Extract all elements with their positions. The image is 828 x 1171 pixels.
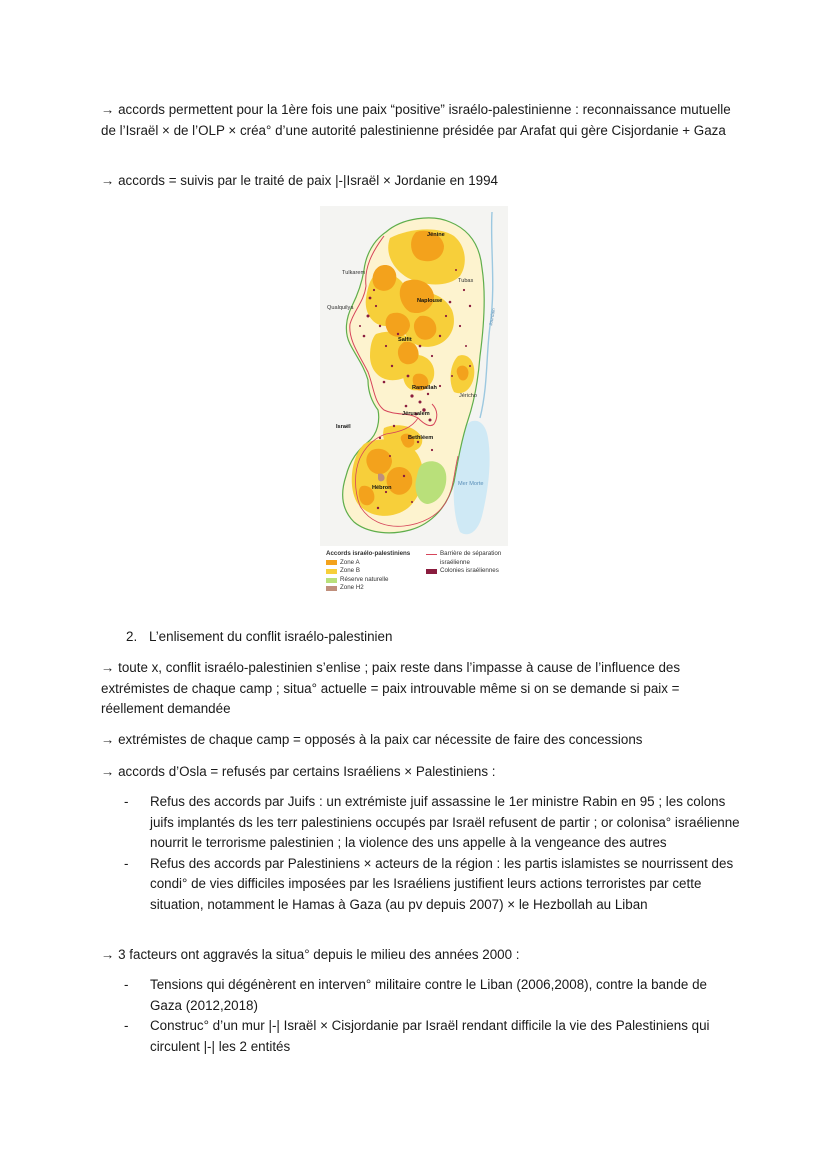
paragraph-oslo-recognition: → accords permettent pour la 1ère fois une paix “positive” israélo-palestinienne : reconnaissance mutuelle de l’Israël × de l’OLP × créa° d’une autorité palestinienne présidée par Arafat qui gère Cisjordanie + Gaza [101,102,731,138]
list-item-text: Tensions qui dégénèrent en interven° militaire contre le Liban (2006,2008), contre la bande de Gaza (2012,2018) [150,977,707,1013]
label-mer-morte: Mer Morte [458,481,484,487]
legend-line-barrier [426,554,437,555]
legend-colonies: Colonies israéliennes [440,567,499,575]
label-qualquilya: Qualquilya [327,305,354,311]
label-jourdain: Jourdain [488,307,497,327]
label-ramallah: Ramallah [412,385,437,391]
legend-zone-a: Zone A [340,558,360,566]
list-item [101,854,741,916]
paragraph-three-factors: → 3 facteurs ont aggravés la situa° depuis le milieu des années 2000 : [101,947,520,962]
label-hebron: Hébron [372,485,392,491]
list-item-text: Refus des accords par Palestiniens × acteurs de la région : les partis islamistes se nourrissent des condi° de vies difficiles imposées par les Israéliens justifient leurs actions terroristes par cette situation, notamment le Hamas à Gaza (au pv depuis 2007) × le Hezbollah au Liban [150,855,734,912]
legend-swatch-reserve [326,578,337,583]
paragraph-jordan-treaty: → accords = suivis par le traité de paix |-|Israël × Jordanie en 1994 [101,173,498,188]
label-tulkarem: Tulkarem [342,270,366,276]
bullet-dash: - [124,977,129,992]
legend-swatch-zone-b [326,569,337,574]
list-item [101,975,741,1016]
map-legend [326,550,516,600]
bullet-list-refusals [101,792,741,915]
label-jenine: Jénine [427,232,445,238]
list-item-text: Construc° d’un mur |-| Israël × Cisjordanie par Israël rendant difficile la vie des Palestiniens qui circulent |-| les 2 entités [150,1018,710,1054]
legend-title: Accords israélo-palestiniens [326,550,411,557]
paragraph-oslo-refused: → accords d’Osla = refusés par certains Israéliens × Palestiniens : [101,764,496,779]
legend-zone-b: Zone B [340,567,360,575]
section-number: 2. [126,629,138,644]
section-heading [126,627,392,647]
map-svg [320,206,508,546]
label-jericho: Jéricho [459,393,478,399]
bullet-dash: - [124,794,129,809]
legend-swatch-colonies [426,569,437,574]
legend-swatch-zone-a [326,560,337,565]
label-jerusalem: Jérusalem [402,411,430,417]
west-bank-map [320,206,508,606]
legend-swatch-zone-h2 [326,586,337,591]
legend-reserve: Réserve naturelle [340,575,389,583]
label-tubas: Tubas [458,278,474,284]
legend-zone-h2: Zone H2 [340,584,364,592]
paragraph-conflict-stalls: → toute x, conflit israélo-palestinien s’enlise ; paix reste dans l’impasse à cause de l’influence des extrémistes de chaque camp ; situa° actuelle = paix introuvable même si on se demande si paix = réellement demandée [101,660,681,716]
paragraph-extremists: → extrémistes de chaque camp = opposés à la paix car nécessite de faire des concessions [101,732,643,747]
bullet-dash: - [124,855,129,871]
bullet-dash: - [124,1018,129,1033]
bullet-list-factors [101,975,741,1057]
legend-barrier-1: Barrière de séparation [440,550,502,557]
section-title: L’enlisement du conflit israélo-palestinien [149,629,393,644]
label-naplouse: Naplouse [417,298,443,304]
list-item [101,792,741,854]
list-item [101,1016,741,1057]
legend-barrier-2: israélienne [440,558,470,566]
label-bethleem: Bethléem [408,435,434,441]
list-item-text: Refus des accords par Juifs : un extrémiste juif assassine le 1er ministre Rabin en 95 ; les colons juifs implantés ds les terr palestiniens occupés par Israël refusent de partir ; or colonisa° israélienne nourrit le terrorisme palestinien ; la violence des uns appelle à la vengeance des autres [150,794,740,850]
label-salfit: Salfit [398,337,412,343]
label-israel: Israël [336,424,351,430]
